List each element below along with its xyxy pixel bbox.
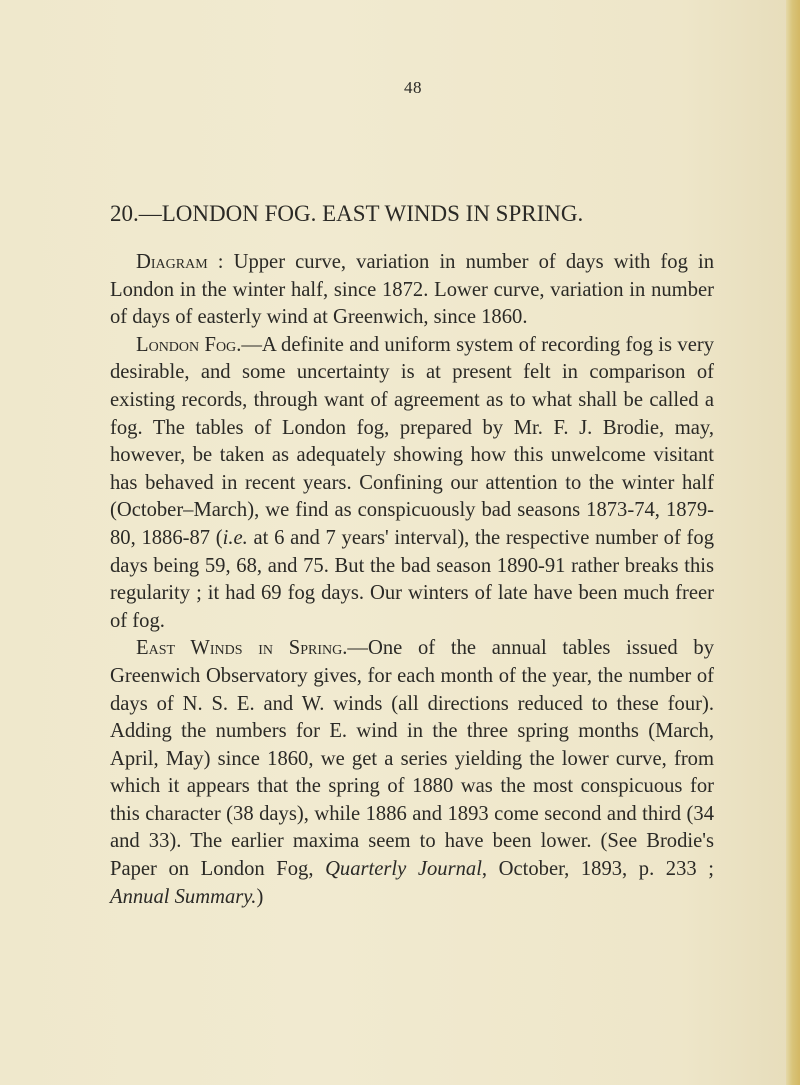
body-text bbox=[110, 249, 714, 911]
page-number: 48 bbox=[404, 78, 422, 97]
london-fog-italic-ie: i.e. bbox=[222, 526, 248, 549]
east-winds-text-1: .—One of the annual tables issued by Greenwich Observatory gives, for each month of the year, the number of days of N. S. E. and W. winds (all directions reduced to these four). Adding the numbers for E. wind in the three spring months (March, April, May) since 1860, we get a series yielding the lower curve, from which it appears that the spring of 1880 was the most conspicuous for this character (38 days), while 1886 and 1893 come second and third (34 and 33). The earlier maxima seem to have been lower. (See Brodie's Paper on London Fog, bbox=[110, 637, 714, 881]
london-fog-text-1: .—A definite and uniform system of recording fog is very desirable, and some uncertainty is at present felt in comparison of existing records, through want of agreement as to what shall be called a fog. The tables of London fog, prepared by Mr. F. J. Brodie, may, however, be taken as adequately showing how this unwelcome visitant has behaved in recent years. Confining our attention to the winter half (October–March), we find as conspicuously bad seasons 1873-74, 1879-80, 1886-87 ( bbox=[110, 333, 714, 549]
london-fog-text-2: at 6 and 7 years' interval), the respective number of fog days being 59, 68, and 75. But the bad season 1890-91 rather breaks this regularity ; it had 69 fog days. Our winters of late have been much freer of fog. bbox=[110, 526, 714, 632]
diagram-label: Diagram bbox=[136, 251, 208, 273]
diagram-paragraph bbox=[110, 249, 714, 332]
journal-title: Quarterly Journal bbox=[325, 858, 482, 881]
page-edge bbox=[786, 0, 800, 1085]
london-fog-label: London Fog bbox=[136, 333, 237, 356]
east-winds-text-end: ) bbox=[256, 885, 264, 908]
east-winds-paragraph bbox=[110, 635, 714, 911]
east-winds-text-2: , October, 1893, p. 233 ; bbox=[481, 858, 714, 881]
diagram-text: : Upper curve, variation in number of days with fog in London in the winter half, since 1872. Lower curve, variation in number of days of easterly wind at Greenwich, since 1860. bbox=[110, 251, 714, 329]
london-fog-paragraph bbox=[110, 332, 714, 636]
section-heading: 20.—LONDON FOG. EAST WINDS IN SPRING. bbox=[110, 201, 584, 226]
annual-summary-title: Annual Summary. bbox=[110, 885, 257, 908]
east-winds-label: East Winds in Spring bbox=[136, 637, 343, 660]
